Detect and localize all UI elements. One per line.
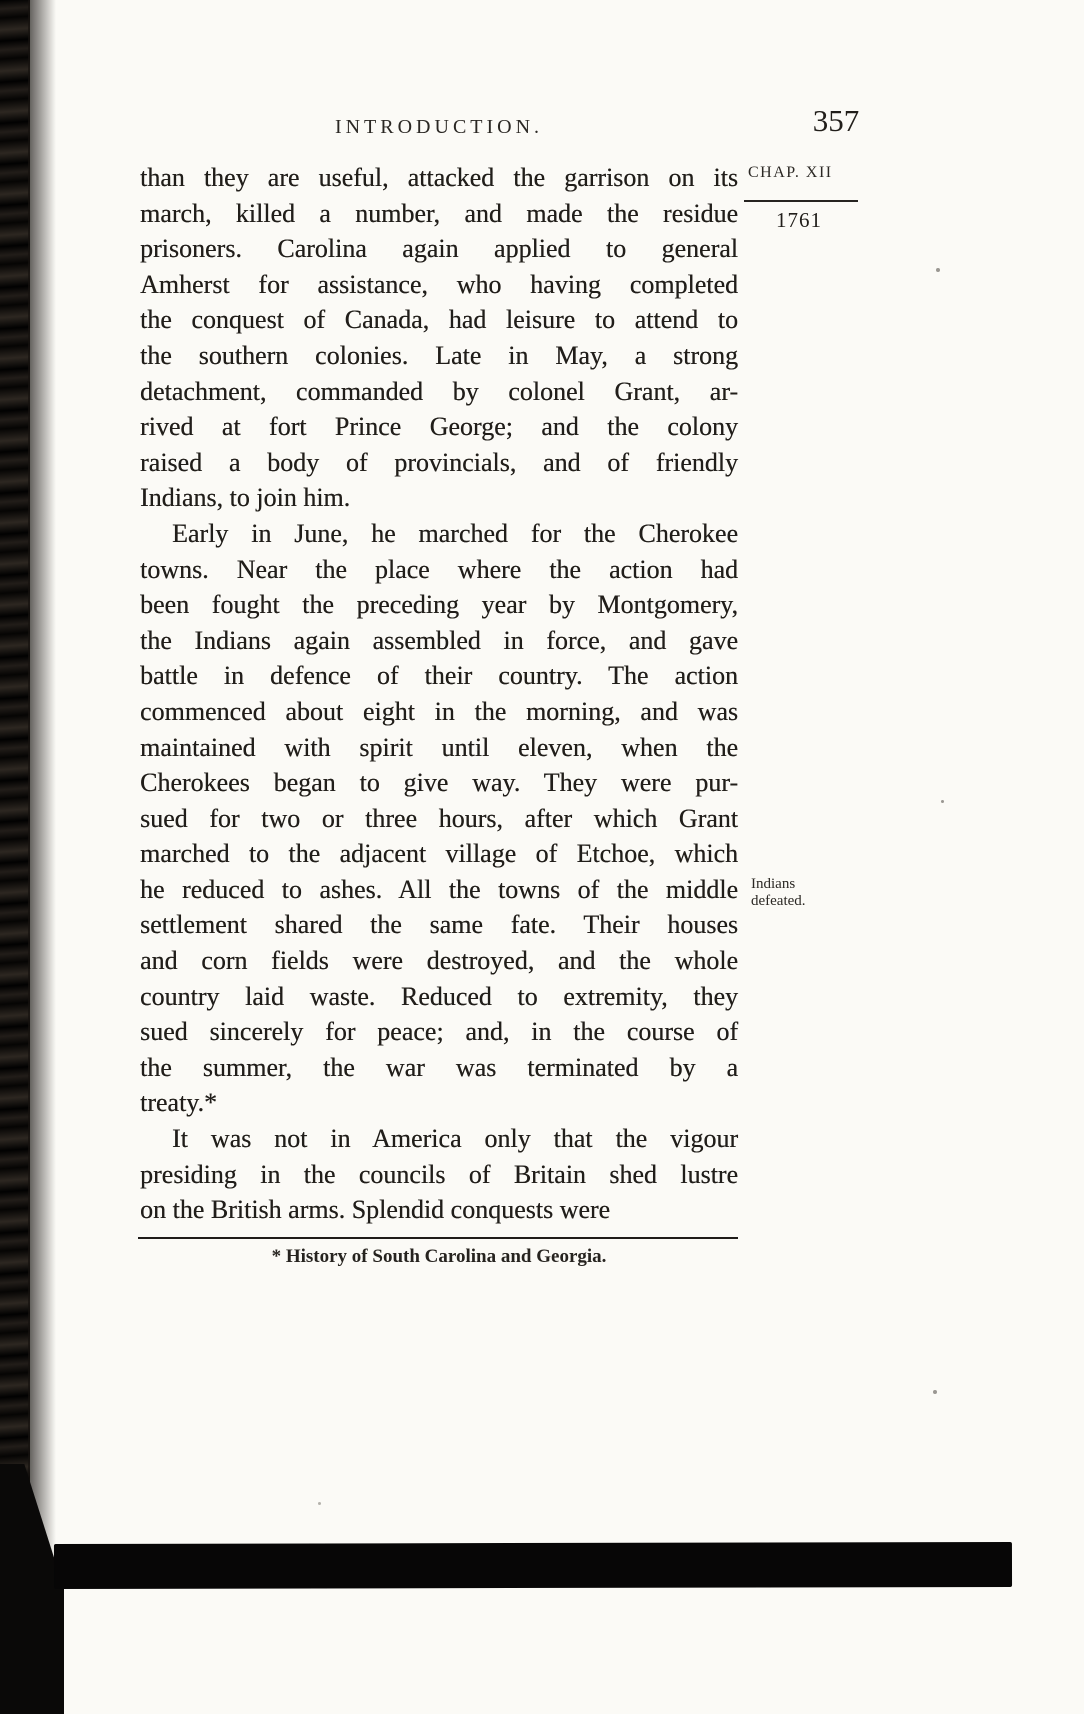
scan-artifact-left-band <box>0 0 30 1714</box>
text-line: and corn fields were destroyed, and the whole <box>140 946 738 976</box>
text-line: Amherst for assistance, who having completed <box>140 269 738 299</box>
text-line: rived at fort Prince George; and the colony <box>140 412 738 442</box>
text-line: prisoners. Carolina again applied to general <box>140 234 738 264</box>
scan-speck <box>933 1390 937 1394</box>
text-line: on the British arms. Splendid conquests were <box>140 1195 611 1225</box>
text-line: Indians, to join him. <box>140 483 351 513</box>
text-line: towns. Near the place where the action had <box>140 554 738 584</box>
text-line: than they are useful, attacked the garrison on its <box>140 163 738 192</box>
text-line: settlement shared the same fate. Their houses <box>140 910 738 940</box>
text-line: march, killed a number, and made the residue <box>140 198 738 228</box>
footnote-rule <box>138 1237 738 1239</box>
paragraph <box>140 516 738 1121</box>
scan-artifact-left-band-fade <box>28 0 56 1714</box>
text-line: sued sincerely for peace; and, in the course of <box>140 1017 738 1047</box>
scan-speck <box>318 1502 321 1505</box>
paragraph <box>140 1121 738 1228</box>
text-line: treaty.* <box>140 1088 217 1118</box>
side-note-indians-defeated <box>751 876 871 910</box>
text-line: the summer, the war was terminated by a <box>140 1052 738 1082</box>
text-line: It was not in America only that the vigour <box>172 1124 738 1154</box>
body-text <box>140 160 738 1228</box>
text-line: marched to the adjacent village of Etchoe, which <box>140 839 738 869</box>
text-line: sued for two or three hours, after which Grant <box>140 803 738 833</box>
text-line: presiding in the councils of Britain shed lustre <box>140 1159 738 1189</box>
side-note-line: Indians <box>751 876 796 892</box>
text-line: commenced about eight in the morning, and was <box>140 696 738 726</box>
scan-speck <box>941 800 944 803</box>
paragraph <box>140 160 738 516</box>
text-line: battle in defence of their country. The action <box>140 661 738 691</box>
text-line: he reduced to ashes. All the towns of the middle <box>140 874 738 904</box>
text-line: the conquest of Canada, had leisure to attend to <box>140 305 738 335</box>
text-line: country laid waste. Reduced to extremity, they <box>140 981 738 1011</box>
scan-speck <box>936 268 940 272</box>
text-line: maintained with spirit until eleven, when the <box>140 732 738 762</box>
scan-artifact-bottom-bar <box>54 1542 1012 1589</box>
chapter-margin-note: CHAP. XII <box>748 164 833 181</box>
footnote: * History of South Carolina and Georgia. <box>271 1246 607 1267</box>
text-line: Cherokees began to give way. They were pur- <box>140 768 738 798</box>
page-number: 357 <box>812 103 860 138</box>
side-note-line: defeated. <box>751 893 806 909</box>
year-margin-note: 1761 <box>776 208 822 232</box>
text-line: been fought the preceding year by Montgomery, <box>140 590 738 620</box>
text-line: Early in June, he marched for the Cherokee <box>172 518 738 548</box>
text-line: the southern colonies. Late in May, a strong <box>140 340 738 370</box>
text-line: raised a body of provincials, and of friendly <box>140 447 738 477</box>
text-line: the Indians again assembled in force, and gave <box>140 625 738 655</box>
running-head: INTRODUCTION. <box>334 116 544 138</box>
text-line: detachment, commanded by colonel Grant, ar- <box>140 376 738 406</box>
margin-rule <box>744 200 858 202</box>
